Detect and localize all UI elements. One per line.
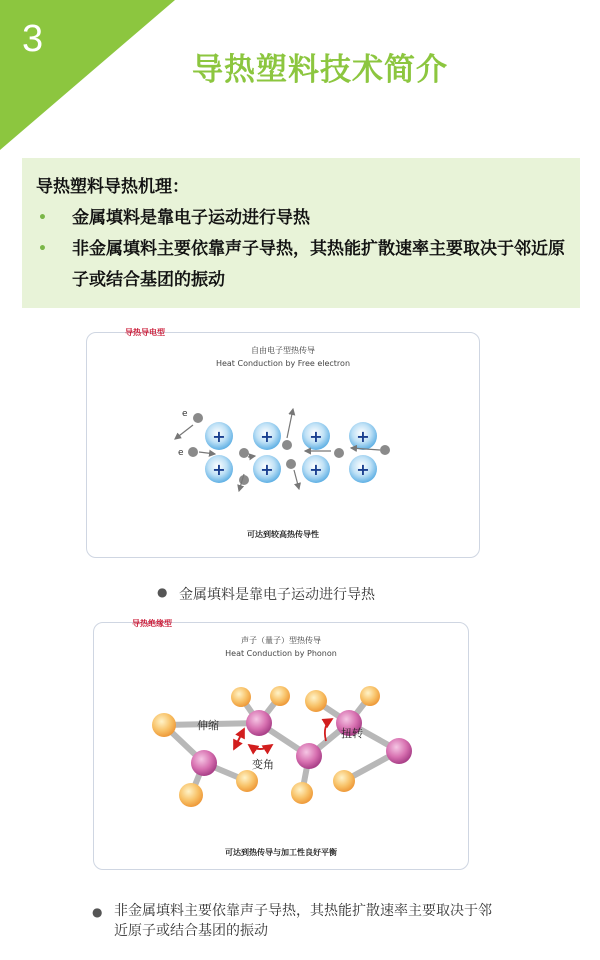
bullet-dot-icon: • xyxy=(38,241,47,257)
figure-caption-en: Heat Conduction by Phonon xyxy=(225,649,337,658)
mechanism-summary xyxy=(22,158,580,308)
svg-text:+: + xyxy=(260,427,274,446)
summary-bullet xyxy=(36,203,566,234)
figure-footer: 可达到热传导与加工性良好平衡 xyxy=(225,848,337,857)
figure-caption xyxy=(157,584,457,604)
bullet-dot-icon: • xyxy=(38,210,47,226)
label-stretch: 伸缩 xyxy=(197,719,219,732)
summary-heading: 导热塑料导热机理： xyxy=(36,177,189,197)
caption-dot-icon: ● xyxy=(157,585,168,599)
ion-lattice xyxy=(205,422,377,483)
summary-bullet xyxy=(36,234,566,296)
svg-text:+: + xyxy=(356,427,370,446)
figure-tag: 导热绝缘型 xyxy=(132,619,172,628)
caption-text: 非金属填料主要依靠声子导热，其热能扩散速率主要取决于邻近原子或结合基团的振动 xyxy=(114,903,492,939)
phonon-diagram xyxy=(94,623,470,871)
section-number: 3 xyxy=(22,18,44,60)
svg-text:+: + xyxy=(309,460,323,479)
electron-diagram xyxy=(87,333,481,559)
svg-text:+: + xyxy=(212,427,226,446)
plus-signs xyxy=(212,427,369,479)
figure-phonon xyxy=(93,619,469,870)
figure-caption xyxy=(92,901,492,941)
bonds xyxy=(164,696,399,795)
figure-caption-cn: 自由电子型热传导 xyxy=(251,346,315,355)
svg-text:+: + xyxy=(260,460,274,479)
label-twist: 扭转 xyxy=(341,727,363,740)
figure-tag: 导热导电型 xyxy=(125,328,165,337)
caption-dot-icon: ● xyxy=(92,905,103,919)
svg-text:+: + xyxy=(212,460,226,479)
page-title: 导热塑料技术简介 xyxy=(192,52,448,88)
caption-text: 金属填料是靠电子运动进行导热 xyxy=(179,587,375,603)
figure-caption-cn: 声子（量子）型热传导 xyxy=(241,636,321,645)
electron-label: e xyxy=(178,448,184,458)
svg-text:+: + xyxy=(356,460,370,479)
figure-caption-en: Heat Conduction by Free electron xyxy=(215,359,351,368)
svg-text:+: + xyxy=(309,427,323,446)
summary-bullet-text: 金属填料是靠电子运动进行导热 xyxy=(72,208,310,228)
electron-arrows xyxy=(175,409,380,491)
summary-bullet-text: 非金属填料主要依靠声子导热，其热能扩散速率主要取决于邻近原子或结合基团的振动 xyxy=(72,239,565,290)
label-angle: 变角 xyxy=(252,758,274,771)
figure-free-electron xyxy=(86,328,480,558)
figure-footer: 可达到较高热传导性 xyxy=(247,530,319,539)
electron-label: e xyxy=(182,409,188,419)
